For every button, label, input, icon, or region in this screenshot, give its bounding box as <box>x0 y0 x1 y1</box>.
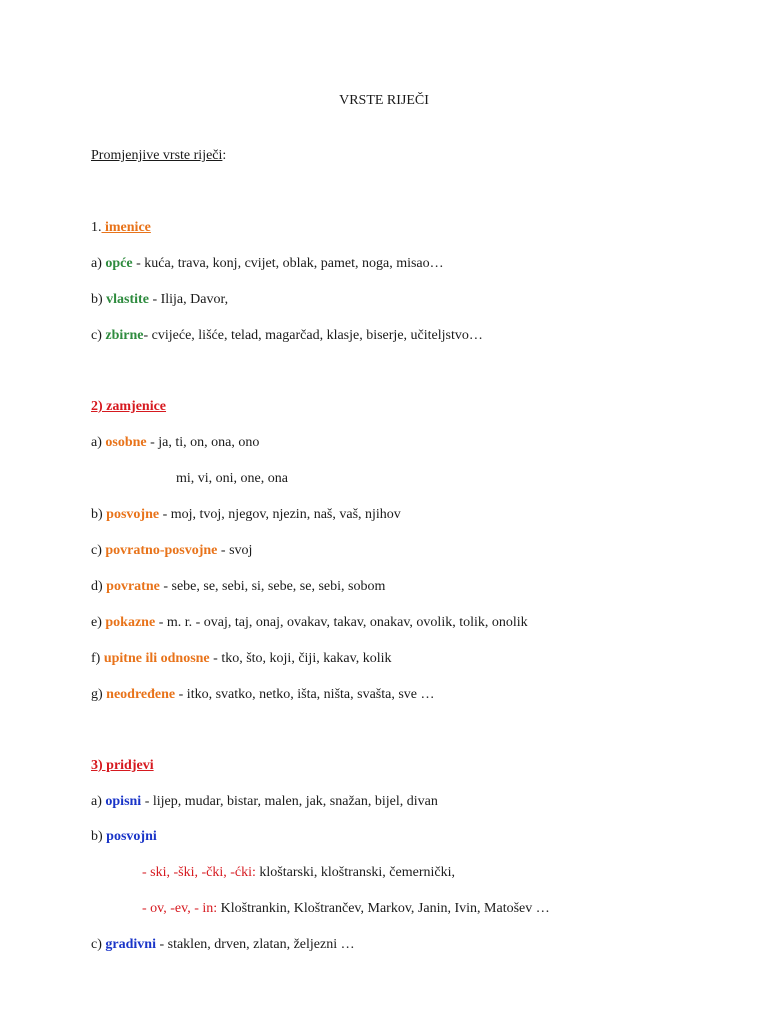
section-zamjenice-heading: 2) zamjenice <box>91 399 167 414</box>
item-key: posvojni <box>106 829 157 844</box>
section-heading-text: imenice <box>101 220 151 235</box>
item-text: - svoj <box>217 543 253 558</box>
list-item <box>91 686 435 704</box>
item-label: c) <box>91 543 106 558</box>
item-label: e) <box>91 615 106 630</box>
item-text: - itko, svatko, netko, išta, ništa, svašta, sve … <box>175 687 435 702</box>
item-text: - m. r. - ovaj, taj, onaj, ovakav, takav, onakav, ovolik, tolik, onolik <box>155 615 528 630</box>
list-item <box>91 793 438 811</box>
item-key: upitne ili odnosne <box>103 651 210 666</box>
list-item <box>91 506 401 524</box>
subtitle-colon: : <box>222 148 227 163</box>
list-item <box>91 650 392 668</box>
page-title: VRSTE RIJEČI <box>339 93 429 108</box>
item-label: d) <box>91 579 107 594</box>
list-item <box>91 255 444 273</box>
item-key: povratne <box>106 579 160 594</box>
item-label: b) <box>91 507 107 522</box>
list-item <box>91 327 483 345</box>
item-text: - lijep, mudar, bistar, malen, jak, snažan, bijel, divan <box>141 794 438 809</box>
list-item <box>91 614 528 632</box>
item-key: osobne <box>105 435 147 450</box>
subtitle-text: Promjenjive vrste riječi <box>91 148 223 163</box>
item-key: neodređene <box>106 687 176 702</box>
item-label: a) <box>91 435 106 450</box>
section-pridjevi-heading: 3) pridjevi <box>91 758 154 773</box>
item-key: opisni <box>105 794 142 809</box>
item-text: - staklen, drven, zlatan, željezni … <box>155 937 355 952</box>
item-text: - Ilija, Davor, <box>148 292 229 307</box>
list-subitem <box>142 864 455 882</box>
list-item <box>91 578 385 596</box>
list-item <box>91 434 259 452</box>
section-number: 1. <box>91 220 102 235</box>
item-text: Kloštrankin, Kloštrančev, Markov, Janin, Ivin, Matošev … <box>217 901 550 916</box>
item-label: g) <box>91 687 107 702</box>
item-key: gradivni <box>105 937 156 952</box>
item-label: c) <box>91 937 106 952</box>
item-label: b) <box>91 292 107 307</box>
list-subitem <box>142 900 550 918</box>
item-key: povratno-posvojne <box>105 543 218 558</box>
item-label: c) <box>91 328 106 343</box>
list-item <box>91 936 355 954</box>
subtitle <box>91 147 226 165</box>
item-label: b) <box>91 829 107 844</box>
list-item <box>91 291 228 309</box>
item-text: - tko, što, koji, čiji, kakav, kolik <box>209 651 392 666</box>
item-key: pokazne <box>105 615 156 630</box>
item-text: - moj, tvoj, njegov, njezin, naš, vaš, njihov <box>159 507 401 522</box>
suffix-text: - ov, -ev, - in: <box>142 901 218 916</box>
item-key: vlastite <box>106 292 149 307</box>
item-label: a) <box>91 256 106 271</box>
item-label: a) <box>91 794 106 809</box>
list-item <box>91 542 252 560</box>
item-key: zbirne <box>105 328 144 343</box>
list-item-continuation: mi, vi, oni, one, ona <box>176 471 288 486</box>
suffix-text: - ski, -ški, -čki, -ćki: <box>142 865 256 880</box>
item-text: - sebe, se, sebi, si, sebe, se, sebi, sobom <box>159 579 386 594</box>
section-imenice-heading <box>91 219 151 237</box>
item-key: posvojne <box>106 507 160 522</box>
item-text: - cvijeće, lišće, telad, magarčad, klasje, biserje, učiteljstvo… <box>143 328 483 343</box>
item-text: kloštarski, kloštranski, čemernički, <box>255 865 455 880</box>
item-key: opće <box>105 256 133 271</box>
item-text: - ja, ti, on, ona, ono <box>146 435 260 450</box>
item-text: - kuća, trava, konj, cvijet, oblak, pamet, noga, misao… <box>132 256 444 271</box>
item-label: f) <box>91 651 104 666</box>
list-item <box>91 828 157 846</box>
